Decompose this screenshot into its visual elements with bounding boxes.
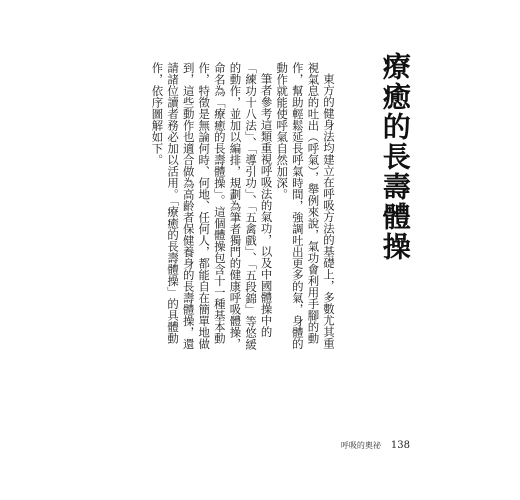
chapter-title: 療癒的長壽體操 bbox=[378, 52, 412, 262]
paragraph-2: 筆者參考這類重視呼吸法的氣功，以及中國體操中的「練功十八法」、「導引功」、「五禽戲」、「五段錦」等悠緩的動作，並加以編排，規劃為筆者獨門的健康呼吸體操，命名為「療癒的長壽體操」。這個體操包含十一種基本動作，特徵是無論何時、何地、任何人，都能自在簡單地做到，這些動作也適合做為高齡者保健養身的長壽體操，還請諸位讀者務必加以活用。「療癒的長壽體操」的具體動作，依序圖解如下。 bbox=[150, 62, 274, 350]
paragraph-1: 東方的健身法均建立在呼吸方法的基礎上，多數尤其重視氣息的吐出（呼氣），舉例來說，氣功會利用手腳的動作，幫助輕鬆延長呼氣時間，強調吐出更多的氣，身體的動作就能使呼氣自然加深。 bbox=[275, 62, 336, 350]
page-number: 138 bbox=[390, 440, 410, 451]
body-text bbox=[149, 62, 336, 358]
running-title: 呼吸的奧祕 bbox=[340, 441, 381, 450]
page-footer bbox=[341, 440, 410, 451]
